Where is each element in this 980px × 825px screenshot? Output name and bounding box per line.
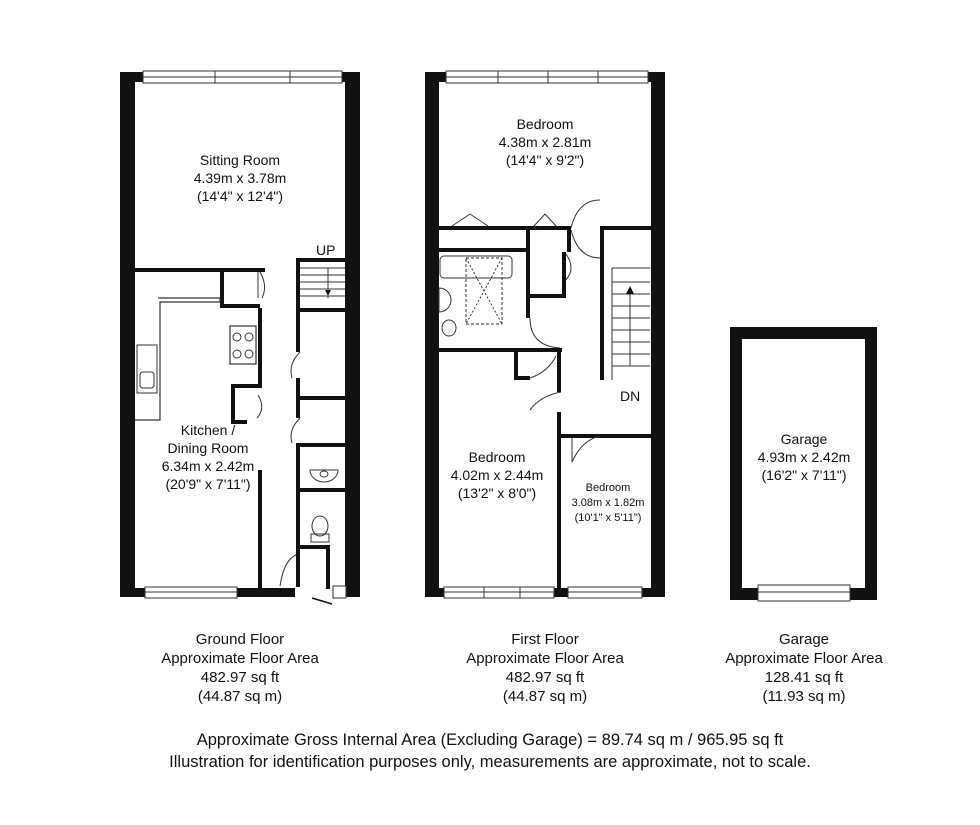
bedroom-rear-left-label [451,448,544,502]
bedroom-rear-right-name: Bedroom [585,482,631,494]
stairs-up-arrow [325,290,331,296]
disclaimer-text: Illustration for identification purposes only, measurements are approximate, not to scale. [169,753,811,771]
sitting-room-label [194,151,287,205]
garage-sqft: 128.41 sq ft [764,669,844,686]
garage-subtitle: Approximate Floor Area [725,650,883,667]
gross-area-text: Approximate Gross Internal Area (Excluding Garage) = 89.74 sq m / 965.95 sq ft [196,731,784,749]
ground-floor-title: Ground Floor [195,631,285,648]
first-left-wall [425,72,439,597]
bedroom-rear-left-imperial: (13'2" x 8'0") [457,485,537,501]
kitchen-name-line1: Kitchen / [180,422,236,438]
kitchen-name-line2: Dining Room [167,440,249,456]
ground-right-wall [345,72,360,597]
first-floor-sqm: (44.87 sq m) [502,688,588,705]
wc-basin [310,470,338,482]
ground-floor-subtitle: Approximate Floor Area [161,650,319,667]
garage-caption [725,630,883,706]
bedroom-rear-left-name: Bedroom [468,449,526,465]
bedroom-front-imperial: (14'4" x 9'2") [505,152,585,168]
sitting-room-metric: 4.39m x 3.78m [193,170,287,186]
ground-floor-sqm: (44.87 sq m) [197,688,283,705]
garage-room-name: Garage [780,431,828,447]
first-floor-sqft: 482.97 sq ft [505,669,585,686]
sitting-room-name: Sitting Room [199,152,281,168]
bedroom-front-name: Bedroom [516,116,574,132]
first-floor-title: First Floor [511,631,579,648]
bedroom-rear-right-imperial: (10'1" x 5'11") [574,512,642,524]
bedroom-rear-right-label [572,481,645,526]
kitchen-hob [230,326,256,364]
bedroom-rear-left-metric: 4.02m x 2.44m [450,467,544,483]
bathroom-toilet [442,320,456,336]
bedroom-rear-right-metric: 3.08m x 1.82m [571,497,645,509]
garage-title: Garage [778,631,830,648]
bedroom-front-label [499,115,592,169]
first-stairs [612,268,650,380]
kitchen-imperial: (20'9" x 7'11") [165,476,251,492]
bathroom-basin [439,288,451,312]
garage-door [758,585,850,601]
kitchen-counter [135,298,220,420]
kitchen-partition-wall [135,268,265,272]
ground-stairs-up-label: UP [316,242,336,258]
garage-sqm: (11.93 sq m) [762,688,846,705]
ground-floor-sqft: 482.97 sq ft [200,669,280,686]
first-floor-subtitle: Approximate Floor Area [466,650,624,667]
kitchen-metric: 6.34m x 2.42m [161,458,255,474]
first-right-wall [651,72,665,597]
first-stairs-down-label: DN [620,388,641,404]
bedroom-front-metric: 4.38m x 2.81m [498,134,592,150]
garage-room-imperial: (16'2" x 7'11") [761,467,847,483]
garage-room-metric: 4.93m x 2.42m [757,449,851,465]
ground-floor-caption [161,630,319,706]
kitchen-label [162,421,255,493]
stairs-down-arrow [626,286,634,294]
sitting-room-imperial: (14'4" x 12'4") [196,188,284,204]
first-floor-caption [466,630,624,706]
wc-toilet [311,534,329,542]
ground-stairs [300,268,345,298]
ground-left-wall [120,72,135,597]
garage-room-label [758,430,851,484]
